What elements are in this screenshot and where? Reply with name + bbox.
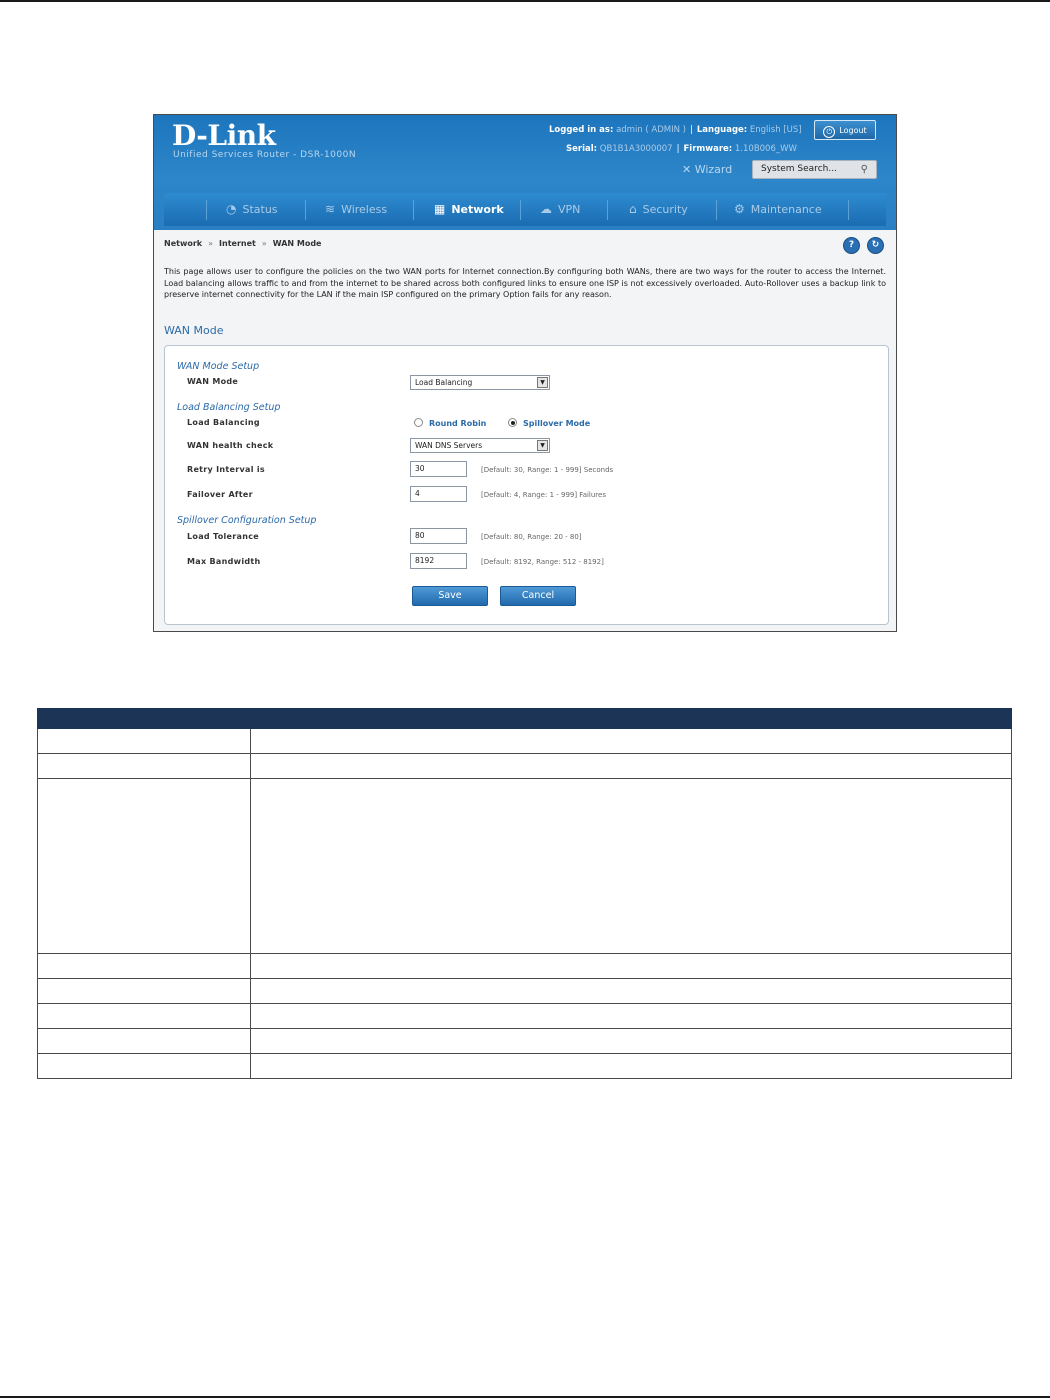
gauge-icon: ◔ <box>226 202 237 216</box>
table-row <box>38 979 1012 1004</box>
table-cell <box>251 779 1012 954</box>
gear-icon: ⚙ <box>734 202 745 216</box>
radio-spillover-mode[interactable]: Spillover Mode <box>508 418 590 428</box>
wan-mode-select[interactable]: Load Balancing ▼ <box>410 375 550 390</box>
table-row <box>38 779 1012 954</box>
nav-network[interactable]: ▦ Network <box>434 202 504 216</box>
firmware-value: 1.10B006_WW <box>734 144 797 154</box>
chevron-down-icon: ▼ <box>537 377 548 388</box>
main-nav <box>164 193 886 226</box>
wan-mode-label: WAN Mode <box>187 377 239 386</box>
failover-after-input[interactable]: 4 <box>410 486 467 502</box>
table-header-cell <box>38 709 251 729</box>
product-name: Unified Services Router - DSR-1000N <box>173 150 357 160</box>
lock-icon: ⌂ <box>629 202 637 216</box>
table-cell <box>251 954 1012 979</box>
nav-divider <box>520 200 521 220</box>
wizard-link[interactable]: ✕ Wizard <box>682 163 733 176</box>
device-info: Serial: QB1B1A3000007 | Firmware: 1.10B006_WW <box>566 144 797 154</box>
load-balancing-setup-heading: Load Balancing Setup <box>177 402 281 413</box>
table-row <box>38 954 1012 979</box>
wan-mode-setup-heading: WAN Mode Setup <box>177 361 260 372</box>
breadcrumb-network[interactable]: Network <box>164 239 203 248</box>
nav-wireless[interactable]: ≋ Wireless <box>325 202 388 216</box>
table-cell <box>38 779 251 954</box>
nav-divider <box>848 200 849 220</box>
firmware-label: Firmware: <box>683 144 733 154</box>
failover-after-label: Failover After <box>187 490 253 499</box>
table-cell <box>38 954 251 979</box>
spillover-setup-heading: Spillover Configuration Setup <box>177 515 317 526</box>
table-row <box>38 1004 1012 1029</box>
search-icon: ⚲ <box>860 164 868 175</box>
radio-round-robin[interactable]: Round Robin <box>414 418 486 428</box>
refresh-icon[interactable]: ↻ <box>867 237 884 254</box>
table-cell <box>38 1029 251 1054</box>
table-cell <box>251 729 1012 754</box>
serial-value: QB1B1A3000007 <box>599 144 673 154</box>
table-header-row <box>38 709 1012 729</box>
nav-maintenance[interactable]: ⚙ Maintenance <box>734 202 822 216</box>
nav-divider <box>716 200 717 220</box>
health-check-label: WAN health check <box>187 441 274 450</box>
table-cell <box>38 729 251 754</box>
wand-icon: ✕ <box>682 163 692 176</box>
power-icon: ⏻ <box>823 126 835 138</box>
system-search-input[interactable]: System Search... ⚲ <box>752 160 877 179</box>
radio-selected-icon <box>508 418 517 427</box>
table-cell <box>251 1004 1012 1029</box>
table-cell <box>38 1004 251 1029</box>
max-bandwidth-input[interactable]: 8192 <box>410 553 467 569</box>
retry-interval-input[interactable]: 30 <box>410 461 467 477</box>
logout-button[interactable]: ⏻ Logout <box>814 120 876 140</box>
table-cell <box>251 754 1012 779</box>
table-row <box>38 1029 1012 1054</box>
save-button[interactable]: Save <box>412 586 488 606</box>
wifi-icon: ≋ <box>325 202 336 216</box>
max-bandwidth-label: Max Bandwidth <box>187 557 261 566</box>
wan-mode-form <box>164 345 889 625</box>
table-header-cell <box>251 709 1012 729</box>
serial-label: Serial: <box>566 144 598 154</box>
nav-divider <box>413 200 414 220</box>
page-bottom-rule <box>0 1396 1050 1398</box>
table-cell <box>251 979 1012 1004</box>
help-icon[interactable]: ? <box>843 237 860 254</box>
chevron-down-icon: ▼ <box>537 440 548 451</box>
table-row <box>38 729 1012 754</box>
dlink-logo: D-Link <box>172 119 276 152</box>
router-screenshot <box>153 114 897 632</box>
logged-in-label: Logged in as: <box>549 125 614 135</box>
nav-divider <box>607 200 608 220</box>
breadcrumb-wan-mode: WAN Mode <box>272 239 322 248</box>
language-label: Language: <box>696 125 748 135</box>
page-description: This page allows user to configure the policies on the two WAN ports for Internet connection.By configuring both WANs, there are two ways for the router to access the Internet. Load balancing allows traffic to and from the internet to be shared across both configured links to ensure one ISP is not excessively overloaded. Auto-Rollover uses a backup link to preserve internet connectivity for the LAN if the main ISP configured on the primary Option fails for any reason. <box>164 267 886 299</box>
login-info: Logged in as: admin ( ADMIN ) | Language: English [US] <box>549 125 802 135</box>
table-cell <box>38 979 251 1004</box>
page-top-rule <box>0 0 1050 2</box>
nav-divider <box>206 200 207 220</box>
page-title: WAN Mode <box>164 324 224 337</box>
radio-icon <box>414 418 423 427</box>
load-tolerance-input[interactable]: 80 <box>410 528 467 544</box>
retry-interval-hint: [Default: 30, Range: 1 - 999] Seconds <box>481 466 614 474</box>
nav-security[interactable]: ⌂ Security <box>629 202 688 216</box>
router-header <box>154 115 896 230</box>
load-tolerance-hint: [Default: 80, Range: 20 - 80] <box>481 533 582 541</box>
table-row <box>38 1054 1012 1079</box>
breadcrumb: Network » Internet » WAN Mode <box>164 239 322 248</box>
nav-divider <box>305 200 306 220</box>
failover-after-hint: [Default: 4, Range: 1 - 999] Failures <box>481 491 606 499</box>
cloud-icon: ☁ <box>540 202 552 216</box>
nav-vpn[interactable]: ☁ VPN <box>540 202 581 216</box>
load-tolerance-label: Load Tolerance <box>187 532 259 541</box>
retry-interval-label: Retry Interval is <box>187 465 265 474</box>
nav-status[interactable]: ◔ Status <box>226 202 278 216</box>
breadcrumb-internet[interactable]: Internet <box>219 239 256 248</box>
language-link[interactable]: English [US] <box>749 125 802 135</box>
table-row <box>38 754 1012 779</box>
network-icon: ▦ <box>434 202 446 216</box>
load-balancing-label: Load Balancing <box>187 418 260 427</box>
max-bandwidth-hint: [Default: 8192, Range: 512 - 8192] <box>481 558 604 566</box>
health-check-select[interactable]: WAN DNS Servers ▼ <box>410 438 550 453</box>
cancel-button[interactable]: Cancel <box>500 586 576 606</box>
table-cell <box>251 1029 1012 1054</box>
table-cell <box>38 1054 251 1079</box>
table-cell <box>251 1054 1012 1079</box>
logged-in-user: admin ( ADMIN ) <box>616 125 686 135</box>
table-cell <box>38 754 251 779</box>
field-description-table <box>37 708 1012 1079</box>
